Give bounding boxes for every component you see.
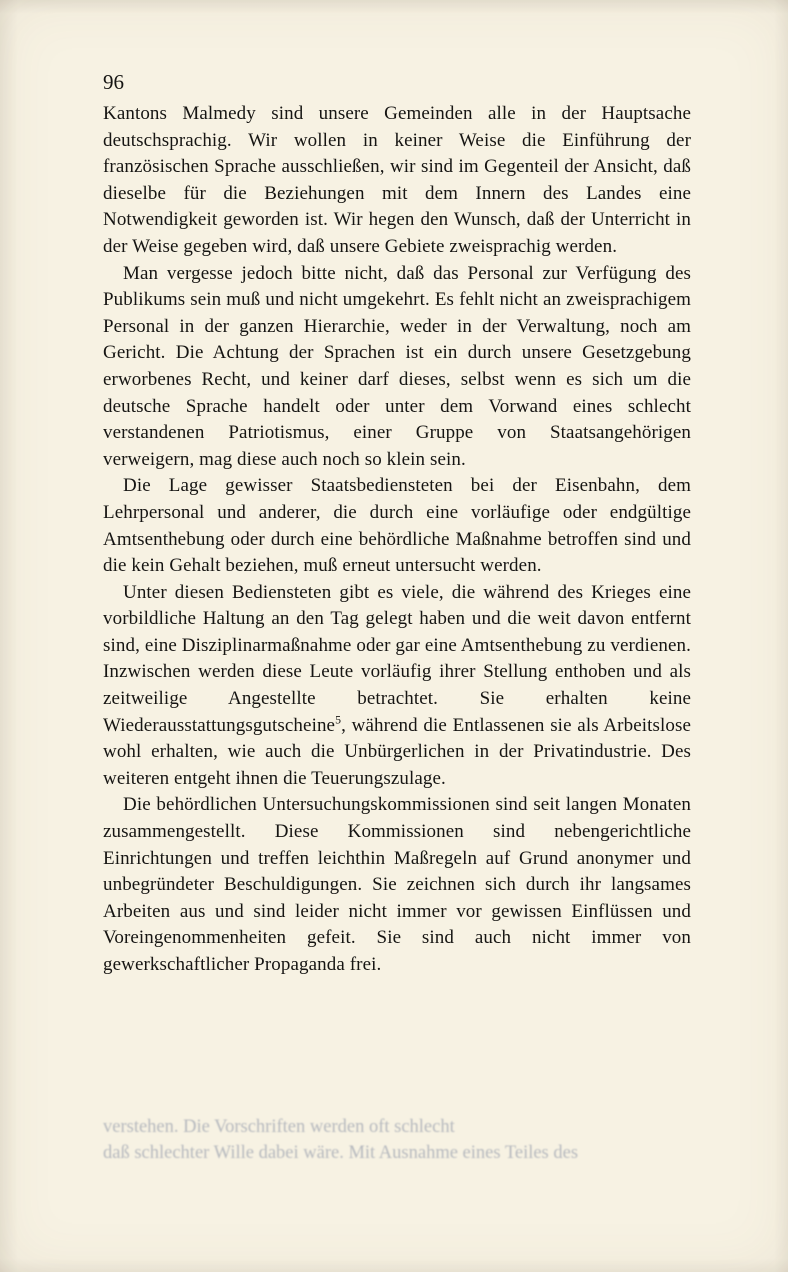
bleed-through-text: verstehen. Die Vorschriften werden oft schlecht: [103, 1117, 455, 1137]
paragraph: Kantons Malmedy sind unsere Gemeinden alle in der Hauptsache deutschsprachig. Wir wollen in keiner Weise die Einführung der französischen Sprache ausschließen, wir sind im Gegenteil der Ansicht, daß dieselbe für die Beziehungen mit dem Innern des Landes eine Notwendigkeit geworden ist. Wir hegen den Wunsch, daß der Unterricht in der Weise gegeben wird, daß unsere Gebiete zweisprachig werden.: [103, 103, 691, 257]
page-number: 96: [103, 70, 124, 94]
paragraph-text: , während die Entlassenen sie als Arbeitslose wohl erhalten, wie auch die Unbürgerlichen in der Privatindustrie. Des weiteren entgeht ihnen die Teuerungszulage.: [103, 714, 691, 789]
paragraph: [103, 580, 691, 793]
footnote-marker: 5: [335, 713, 342, 727]
text-block: [103, 101, 691, 979]
bleed-through-text: daß schlechter Wille dabei wäre. Mit Ausnahme eines Teiles des: [103, 1143, 579, 1163]
paragraph: Die behördlichen Untersuchungskommissionen sind seit langen Monaten zusammengestellt. Diese Kommissionen sind nebengerichtliche Einrichtungen und treffen leichthin Maßregeln auf Grund anonymer und unbegründeter Beschuldigungen. Sie zeichnen sich durch ihr langsames Arbeiten aus und sind leider nicht immer vor gewissen Einflüssen und Voreingenommenheiten gefeit. Sie sind auch nicht immer von gewerkschaftlicher Propaganda frei.: [103, 794, 691, 975]
paragraph: Die Lage gewisser Staatsbediensteten bei der Eisenbahn, dem Lehrpersonal und anderer, die durch eine vorläufige oder endgültige Amtsenthebung oder durch eine behördliche Maßnahme betroffen sind und die kein Gehalt beziehen, muß erneut untersucht werden.: [103, 475, 691, 577]
paragraph: Man vergesse jedoch bitte nicht, daß das Personal zur Verfügung des Publikums sein muß und nicht umgekehrt. Es fehlt nicht an zweisprachigem Personal in der ganzen Hierarchie, weder in der Verwaltung, noch am Gericht. Die Achtung der Sprachen ist ein durch unsere Gesetzgebung erworbenes Recht, und keiner darf dieses, selbst wenn es sich um die deutsche Sprache handelt oder unter dem Vorwand eines schlecht verstandenen Patriotismus, einer Gruppe von Staatsangehörigen verweigern, mag diese auch noch so klein sein.: [103, 262, 691, 470]
paragraph-text: Unter diesen Bediensteten gibt es viele, die während des Krieges eine vorbildliche Haltung an den Tag gelegt haben und die weit davon entfernt sind, eine Disziplinarmaßnahme oder gar eine Amtsenthebung zu verdienen. Inzwischen werden diese Leute vorläufig ihrer Stellung enthoben und als zeitweilige Angestellte betrachtet. Sie erhalten keine Wiederausstattungsgutscheine: [103, 581, 691, 736]
